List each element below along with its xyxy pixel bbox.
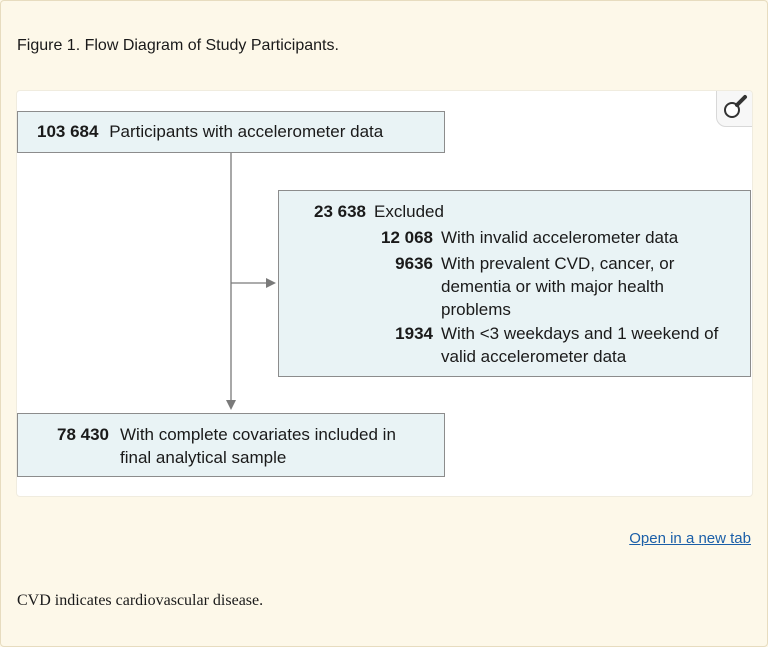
participants-box: [17, 111, 445, 153]
final-sample-count: 78 430: [57, 425, 109, 444]
excluded-box: [278, 190, 751, 377]
magnifier-icon: [721, 94, 749, 122]
arrowhead-down: [226, 400, 236, 410]
excluded-item-count: 1934: [395, 324, 433, 343]
excluded-item-count: 9636: [395, 254, 433, 273]
excluded-item-label: With <3 weekdays and 1 weekend of valid accelerometer data: [441, 324, 719, 366]
excluded-label: Excluded: [374, 202, 444, 221]
participants-count: 103 684: [37, 122, 99, 141]
excluded-count: 23 638: [314, 202, 366, 221]
arrowhead-right: [266, 278, 276, 288]
figure-caption: CVD indicates cardiovascular disease.: [17, 592, 264, 609]
participants-label: Participants with accelerometer data: [109, 122, 384, 141]
figure-title: Figure 1. Flow Diagram of Study Participants.: [17, 37, 339, 54]
final-sample-box: [17, 413, 445, 477]
flow-diagram-panel: [16, 90, 753, 497]
excluded-item-label: With invalid accelerometer data: [441, 228, 679, 247]
zoom-button[interactable]: [716, 90, 753, 127]
excluded-item-count: 12 068: [381, 228, 433, 247]
open-in-new-tab-link[interactable]: Open in a new tab: [629, 530, 751, 547]
final-sample-label: With complete covariates included in final analytical sample: [120, 425, 396, 467]
excluded-item-label: With prevalent CVD, cancer, or dementia or with major health problems: [441, 254, 675, 319]
